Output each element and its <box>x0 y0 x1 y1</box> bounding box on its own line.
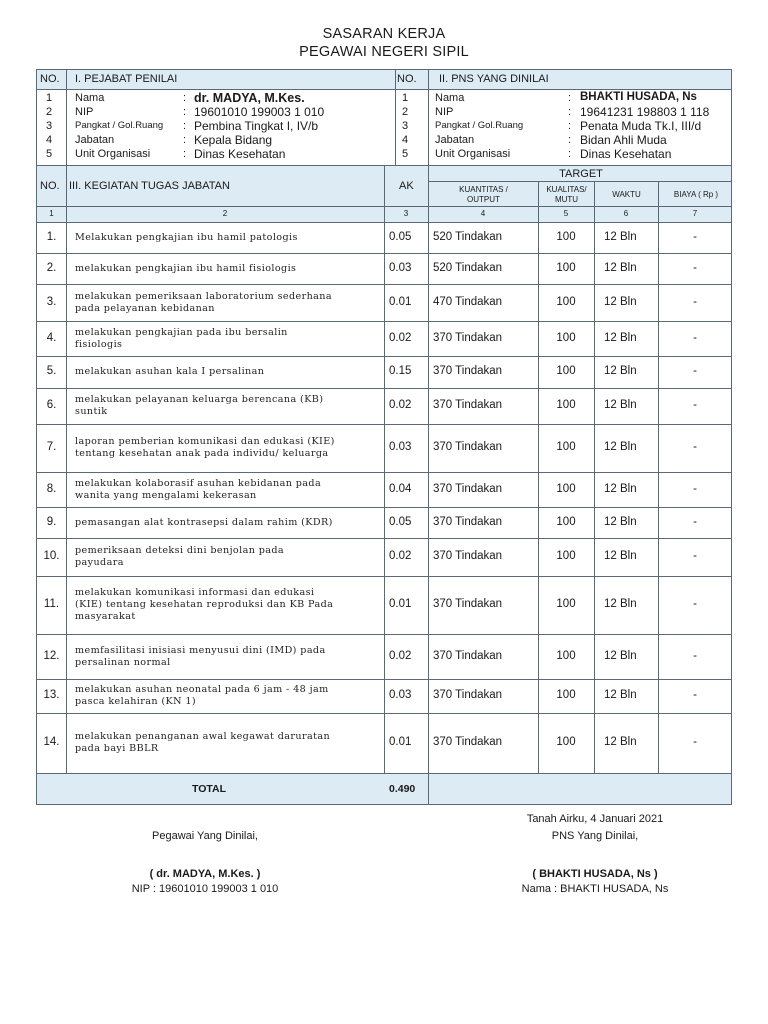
right-signer-nip: Nama : BHAKTI HUSADA, Ns <box>521 883 669 895</box>
column-divider <box>66 166 67 773</box>
quality-value: 100 <box>556 598 576 610</box>
row-number: 2. <box>46 261 57 274</box>
index-cell: 2 <box>222 209 228 218</box>
ak-value: 0.01 <box>389 736 412 748</box>
penilai-colon: : <box>183 148 187 160</box>
ak-value: 0.04 <box>389 482 412 495</box>
cost-value: - <box>693 230 697 243</box>
ak-value: 0.02 <box>389 331 412 344</box>
time-value: 12 Bln <box>604 598 637 610</box>
time-value: 12 Bln <box>604 689 637 701</box>
total-row <box>37 773 731 804</box>
activity-description: melakukan komunikasi informasi dan edukasi <box>75 587 315 598</box>
ak-value: 0.05 <box>389 515 412 528</box>
activity-description: melakukan asuhan neonatal pada 6 jam - 48 jam <box>75 684 329 695</box>
row-number: 13. <box>43 689 60 701</box>
dinilai-row-number: 4 <box>402 134 409 146</box>
penilai-row-number: 4 <box>46 134 53 146</box>
row-divider <box>37 507 731 508</box>
dinilai-row-number: 1 <box>402 92 409 104</box>
index-cell: 6 <box>623 209 629 218</box>
row-divider <box>37 388 731 389</box>
row-number: 9. <box>46 515 57 528</box>
time-value: 12 Bln <box>604 441 637 453</box>
quality-value: 100 <box>556 550 576 562</box>
index-cell: 5 <box>563 209 569 218</box>
penilai-row-number: 3 <box>46 120 53 132</box>
cost-value: - <box>693 331 697 344</box>
dinilai-field-value: BHAKTI HUSADA, Ns <box>580 91 697 103</box>
left-signer-nip: NIP : 19601010 199003 1 010 <box>131 883 279 895</box>
index-cell: 3 <box>403 209 409 218</box>
penilai-field-value: Dinas Kesehatan <box>194 147 286 161</box>
activity-description: (KIE) tentang kesehatan reproduksi dan KB Pada <box>75 599 334 610</box>
cost-value: - <box>693 295 697 308</box>
column-divider <box>594 181 595 773</box>
dinilai-field-value: Bidan Ahli Muda <box>580 133 667 147</box>
quality-value: 100 <box>556 482 576 495</box>
activity-description: melakukan penanganan awal kegawat daruratan <box>75 731 331 742</box>
time-value: 12 Bln <box>604 261 637 274</box>
row-number: 12. <box>43 649 60 662</box>
officials-block <box>36 69 732 166</box>
row-divider <box>37 222 731 223</box>
penilai-row-number: 2 <box>46 106 53 118</box>
col-kualitas-2: MUTU <box>554 195 579 204</box>
quality-value: 100 <box>556 441 576 453</box>
no-label: NO. <box>40 73 60 85</box>
col-kuantitas-1: KUANTITAS / <box>459 185 508 194</box>
quantity-value: 370 Tindakan <box>433 331 503 344</box>
row-number: 4. <box>46 331 57 344</box>
col-target: TARGET <box>559 168 603 180</box>
left-signer-role: Pegawai Yang Dinilai, <box>152 830 258 842</box>
right-signer-role: PNS Yang Dinilai, <box>551 830 639 842</box>
cost-value: - <box>693 261 697 274</box>
total-label: TOTAL <box>192 783 227 795</box>
cost-value: - <box>693 399 697 411</box>
time-value: 12 Bln <box>604 550 637 562</box>
row-divider <box>37 284 731 285</box>
row-number: 6. <box>46 399 57 411</box>
no-label-2: NO. <box>397 73 417 85</box>
row-divider <box>37 713 731 714</box>
dinilai-field-value: Penata Muda Tk.I, III/d <box>580 119 702 133</box>
col-kuantitas-2: OUTPUT <box>467 195 500 204</box>
penilai-colon: : <box>183 92 187 104</box>
row-number: 10. <box>43 550 60 562</box>
dinilai-colon: : <box>568 134 572 146</box>
penilai-field-label: Pangkat / Gol.Ruang <box>75 120 164 131</box>
penilai-field-label: NIP <box>75 106 94 118</box>
time-value: 12 Bln <box>604 649 637 662</box>
quantity-value: 520 Tindakan <box>433 261 503 274</box>
time-value: 12 Bln <box>604 230 637 243</box>
activity-description: wanita yang mengalami kekerasan <box>75 489 257 501</box>
activity-description: laporan pemberian komunikasi dan edukasi (KIE) <box>75 436 335 447</box>
row-divider <box>37 679 731 680</box>
column-divider <box>428 166 429 804</box>
activity-description: melakukan pelayanan keluarga berencana (KB) <box>75 394 324 405</box>
total-value: 0.490 <box>389 783 416 795</box>
dinilai-row-number: 2 <box>402 106 409 118</box>
quantity-value: 370 Tindakan <box>433 550 503 562</box>
activity-description: melakukan pengkajian ibu hamil fisiologis <box>75 262 297 274</box>
time-value: 12 Bln <box>604 736 637 748</box>
time-value: 12 Bln <box>604 515 637 528</box>
activity-description: pada pelayanan kebidanan <box>75 302 215 314</box>
col-ak: AK <box>399 180 414 192</box>
row-number: 5. <box>46 365 57 377</box>
ak-value: 0.03 <box>389 261 412 274</box>
ak-value: 0.05 <box>389 230 412 243</box>
index-cell: 1 <box>49 209 54 218</box>
quantity-value: 470 Tindakan <box>433 295 503 308</box>
index-cell: 7 <box>692 209 698 218</box>
row-divider <box>37 472 731 473</box>
ak-value: 0.02 <box>389 550 412 562</box>
quality-value: 100 <box>556 649 576 662</box>
row-number: 3. <box>46 295 57 308</box>
row-divider <box>37 321 731 322</box>
ak-value: 0.03 <box>389 689 412 701</box>
activity-table <box>36 166 732 805</box>
dinilai-field-label: Pangkat / Gol.Ruang <box>435 120 524 131</box>
penilai-colon: : <box>183 106 187 118</box>
quality-value: 100 <box>556 261 576 274</box>
quality-value: 100 <box>556 515 576 528</box>
row-number: 11. <box>43 598 60 610</box>
activity-description: fisiologis <box>75 338 123 350</box>
cost-value: - <box>693 550 697 562</box>
cost-value: - <box>693 649 697 662</box>
quality-value: 100 <box>556 230 576 243</box>
quality-value: 100 <box>556 331 576 344</box>
penilai-row-number: 1 <box>46 92 53 104</box>
time-value: 12 Bln <box>604 365 637 377</box>
quantity-value: 370 Tindakan <box>433 598 503 610</box>
quantity-value: 370 Tindakan <box>433 689 503 701</box>
dinilai-row-number: 3 <box>402 120 409 132</box>
dinilai-colon: : <box>568 92 572 104</box>
dinilai-colon: : <box>568 120 572 132</box>
activity-description: Melakukan pengkajian ibu hamil patologis <box>75 231 298 243</box>
column-divider <box>384 166 385 773</box>
activity-description: melakukan asuhan kala I persalinan <box>75 366 265 377</box>
quantity-value: 370 Tindakan <box>433 365 503 377</box>
document-title: SASARAN KERJA <box>322 26 446 42</box>
ak-value: 0.03 <box>389 441 412 453</box>
quantity-value: 370 Tindakan <box>433 399 503 411</box>
col-no: NO. <box>40 180 60 192</box>
row-divider <box>37 356 731 357</box>
dinilai-colon: : <box>568 148 572 160</box>
time-value: 12 Bln <box>604 399 637 411</box>
time-value: 12 Bln <box>604 295 637 308</box>
activity-description: pasca kelahiran (KN 1) <box>75 696 196 707</box>
activity-description: melakukan pemeriksaan laboratorium sederhana <box>75 290 332 302</box>
penilai-heading: I. PEJABAT PENILAI <box>75 73 178 85</box>
time-value: 12 Bln <box>604 482 637 495</box>
cost-value: - <box>693 598 697 610</box>
penilai-field-value: Pembina Tingkat I, IV/b <box>194 119 319 133</box>
dinilai-field-label: Unit Organisasi <box>435 148 511 160</box>
activity-description: persalinan normal <box>75 656 171 668</box>
penilai-row-number: 5 <box>46 148 53 160</box>
penilai-colon: : <box>183 134 187 146</box>
quantity-value: 370 Tindakan <box>433 649 503 662</box>
row-number: 14. <box>43 736 60 748</box>
col-biaya: BIAYA ( Rp ) <box>673 190 719 199</box>
dinilai-field-value: Dinas Kesehatan <box>580 147 672 161</box>
quality-value: 100 <box>556 365 576 377</box>
penilai-field-label: Unit Organisasi <box>75 148 151 160</box>
ak-value: 0.02 <box>389 399 412 411</box>
cost-value: - <box>693 736 697 748</box>
dinilai-field-label: Nama <box>435 92 465 104</box>
left-signer-name: ( dr. MADYA, M.Kes. ) <box>149 868 261 880</box>
activity-description: pada bayi BBLR <box>75 743 159 754</box>
penilai-field-value: Kepala Bidang <box>194 133 273 147</box>
row-divider <box>37 424 731 425</box>
activity-description: melakukan kolaborasif asuhan kebidanan pada <box>75 477 322 489</box>
quality-value: 100 <box>556 689 576 701</box>
row-divider <box>37 634 731 635</box>
quantity-value: 370 Tindakan <box>433 736 503 748</box>
quality-value: 100 <box>556 736 576 748</box>
row-number: 1. <box>46 230 57 243</box>
activity-description: suntik <box>75 406 108 417</box>
index-cell: 4 <box>480 209 486 218</box>
penilai-colon: : <box>183 120 187 132</box>
quality-value: 100 <box>556 399 576 411</box>
time-value: 12 Bln <box>604 331 637 344</box>
document-subtitle: PEGAWAI NEGERI SIPIL <box>299 44 469 60</box>
row-number: 8. <box>46 482 57 495</box>
row-divider <box>37 538 731 539</box>
ak-value: 0.01 <box>389 598 412 610</box>
dinilai-field-label: NIP <box>435 106 454 118</box>
activity-description: payudara <box>75 557 124 568</box>
cost-value: - <box>693 441 697 453</box>
right-signer-name: ( BHAKTI HUSADA, Ns ) <box>532 868 658 880</box>
activity-description: tentang kesehatan anak pada individu/ keluarga <box>75 448 329 459</box>
penilai-field-label: Jabatan <box>75 134 115 146</box>
dinilai-field-label: Jabatan <box>435 134 475 146</box>
ak-value: 0.01 <box>389 295 412 308</box>
activity-description: melakukan pengkajian pada ibu bersalin <box>75 326 288 338</box>
dinilai-colon: : <box>568 106 572 118</box>
activity-description: pemeriksaan deteksi dini benjolan pada <box>75 545 285 556</box>
ak-value: 0.15 <box>389 365 412 377</box>
col-kegiatan: III. KEGIATAN TUGAS JABATAN <box>69 180 230 192</box>
penilai-field-value: dr. MADYA, M.Kes. <box>194 91 305 105</box>
dinilai-heading: II. PNS YANG DINILAI <box>439 73 549 85</box>
quality-value: 100 <box>556 295 576 308</box>
ak-value: 0.02 <box>389 649 412 662</box>
activity-description: pemasangan alat kontrasepsi dalam rahim (KDR) <box>75 516 333 528</box>
quantity-value: 370 Tindakan <box>433 441 503 453</box>
cost-value: - <box>693 365 697 377</box>
penilai-field-value: 19601010 199003 1 010 <box>194 105 325 119</box>
row-divider <box>37 773 731 774</box>
col-waktu: WAKTU <box>612 190 641 199</box>
cost-value: - <box>693 689 697 701</box>
row-divider <box>37 576 731 577</box>
quantity-value: 520 Tindakan <box>433 230 503 243</box>
cost-value: - <box>693 482 697 495</box>
place-date: Tanah Airku, 4 Januari 2021 <box>526 813 664 825</box>
quantity-value: 370 Tindakan <box>433 482 503 495</box>
dinilai-field-value: 19641231 198803 1 118 <box>580 105 710 119</box>
penilai-field-label: Nama <box>75 92 105 104</box>
activity-description: memfasilitasi inisiasi menyusui dini (IMD) pada <box>75 644 326 656</box>
row-number: 7. <box>46 441 57 453</box>
col-kualitas-1: KUALITAS/ <box>546 185 587 194</box>
dinilai-row-number: 5 <box>402 148 409 160</box>
row-divider <box>37 253 731 254</box>
cost-value: - <box>693 515 697 528</box>
activity-description: masyarakat <box>75 611 136 622</box>
quantity-value: 370 Tindakan <box>433 515 503 528</box>
